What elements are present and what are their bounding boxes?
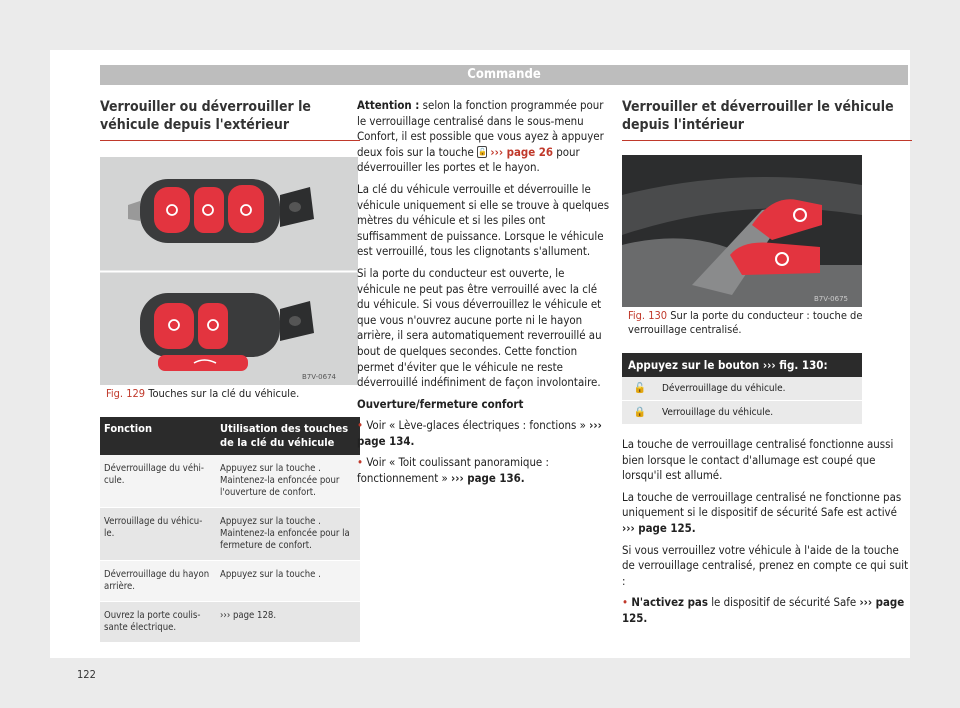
page-ref-link[interactable]: ››› page 136. bbox=[451, 471, 525, 486]
bullet-item bbox=[357, 418, 610, 449]
section-header: Commande bbox=[100, 65, 908, 85]
page-ref-link[interactable]: ››› page 26 bbox=[490, 144, 553, 159]
table-cell: Appuyez sur la touche . Maintenez-la enfoncée pour l'ouverture de confort. bbox=[216, 455, 360, 508]
page-ref-link[interactable]: ››› page 125. bbox=[622, 595, 905, 625]
bullet-item bbox=[357, 455, 610, 486]
subheading-text: Ouverture/fermeture confort bbox=[357, 396, 524, 411]
unlock-key-icon: 🔓 bbox=[478, 148, 487, 157]
paragraph: Si vous verrouillez votre véhicule à l'aide de la touche de verrouillage centralisé, prenez en compte ce qui suit : bbox=[622, 542, 909, 588]
key-figure bbox=[100, 157, 358, 385]
attention-label: Attention : bbox=[357, 98, 420, 112]
bullet-bold: N'activez pas bbox=[631, 595, 708, 610]
table-cell: Verrouillage du véhicule. bbox=[658, 401, 862, 425]
figure-code: B7V-0674 bbox=[302, 373, 336, 381]
paragraph bbox=[622, 490, 912, 537]
paragraph: La clé du véhicule verrouille et déverrouille le véhicule uniquement si elle se trouve à quelques mètres du véhicule et si les piles ont suffisamment de puissance. Lorsque le véhicule est verrouillé, tous les clignotants s'allument. bbox=[357, 181, 610, 259]
table-row bbox=[622, 401, 862, 425]
table-header-usage: Utilisation des touches de la clé du véhicule bbox=[216, 417, 360, 455]
press-title: Appuyez sur le bouton bbox=[628, 358, 760, 372]
table-cell: ››› page 128. bbox=[216, 602, 360, 643]
paragraph: Si la porte du conducteur est ouverte, le véhicule ne peut pas être verrouillé avec la clé du véhicule. Si vous déverrouillez le véhicule et que vous n'ouvrez aucune porte ni le hayon arrière, il sera automatiquement reverrouillé au bout de quelques secondes. Cette fonction permet d'éviter que le véhicule ne reste déverrouillé indéfiniment de façon involontaire. bbox=[357, 265, 602, 390]
subheading bbox=[357, 397, 610, 413]
figure-caption bbox=[622, 307, 868, 341]
table-cell: Déverrouillage du véhicule. bbox=[658, 377, 862, 401]
table-row bbox=[100, 455, 360, 508]
table-cell: Appuyez sur la touche . bbox=[216, 561, 360, 602]
table-row bbox=[622, 377, 862, 401]
page-ref-link[interactable]: ››› page 134. bbox=[357, 418, 602, 448]
figure-caption bbox=[100, 385, 360, 405]
figure-caption-text: Touches sur la clé du véhicule. bbox=[148, 387, 300, 400]
door-lock-illustration bbox=[622, 155, 862, 307]
table-cell: Ouvrez la porte coulis-sante électrique. bbox=[100, 602, 216, 643]
right-column bbox=[622, 98, 912, 633]
paragraph: La touche de verrouillage centralisé fonctionne aussi bien lorsque le contact d'allumage est coupé que lorsqu'il est allumé. bbox=[622, 437, 894, 483]
page-ref-link[interactable]: ››› page 125. bbox=[622, 520, 696, 535]
car-key-illustration bbox=[100, 157, 358, 385]
left-column bbox=[100, 98, 360, 643]
unlock-icon: 🔓 bbox=[622, 377, 658, 401]
bullet-text: Voir « Toit coulissant panoramique : fonctionnement » bbox=[357, 455, 549, 486]
table-cell: Appuyez sur la touche . Maintenez-la enfoncée pour la fermeture de confort. bbox=[216, 508, 360, 561]
fig-ref-link[interactable]: ››› fig. 130: bbox=[762, 358, 828, 372]
press-button-box bbox=[622, 353, 862, 377]
lock-icon: 🔒 bbox=[622, 401, 658, 425]
attention-text-end: pour déverrouiller les portes et le hayon. bbox=[357, 144, 580, 175]
bullet-item bbox=[622, 595, 912, 626]
attention-paragraph bbox=[357, 98, 610, 176]
table-row bbox=[100, 561, 360, 602]
paragraph-text: La touche de verrouillage centralisé ne fonctionne pas uniquement si le dispositif de sécurité Safe est activé bbox=[622, 489, 902, 520]
right-heading: Verrouiller et déverrouiller le véhicule depuis l'intérieur bbox=[622, 98, 912, 141]
manual-page bbox=[50, 50, 910, 681]
middle-column bbox=[357, 98, 610, 493]
page-number: 122 bbox=[77, 668, 96, 681]
bullet-icon: • bbox=[622, 595, 629, 610]
table-header-row bbox=[100, 417, 360, 455]
bullet-icon: • bbox=[357, 418, 364, 433]
table-row bbox=[100, 508, 360, 561]
left-heading: Verrouiller ou déverrouiller le véhicule depuis l'extérieur bbox=[100, 98, 360, 141]
figure-label: Fig. 129 bbox=[106, 387, 146, 400]
table-cell: Déverrouillage du véhi-cule. bbox=[100, 455, 216, 508]
figure-code: B7V-0675 bbox=[814, 295, 848, 303]
figure-label: Fig. 130 bbox=[628, 309, 668, 322]
table-row bbox=[100, 602, 360, 643]
function-table bbox=[100, 417, 360, 643]
table-cell: Déverrouillage du hayon arrière. bbox=[100, 561, 216, 602]
bullet-text: Voir « Lève-glaces électriques : fonctions » bbox=[366, 418, 586, 433]
table-cell: Verrouillage du véhicu-le. bbox=[100, 508, 216, 561]
bullet-text: le dispositif de sécurité Safe bbox=[711, 595, 857, 610]
table-header-function: Fonction bbox=[100, 417, 216, 455]
bullet-icon: • bbox=[357, 455, 364, 470]
press-table bbox=[622, 377, 862, 425]
door-figure bbox=[622, 155, 862, 307]
attention-text: selon la fonction programmée pour le verrouillage centralisé dans le sous-menu Confort, il est possible que vous ayez à appuyer deux fois sur la touche bbox=[357, 98, 604, 159]
figure-caption-text: Sur la porte du conducteur : touche de verrouillage centralisé. bbox=[628, 309, 863, 336]
